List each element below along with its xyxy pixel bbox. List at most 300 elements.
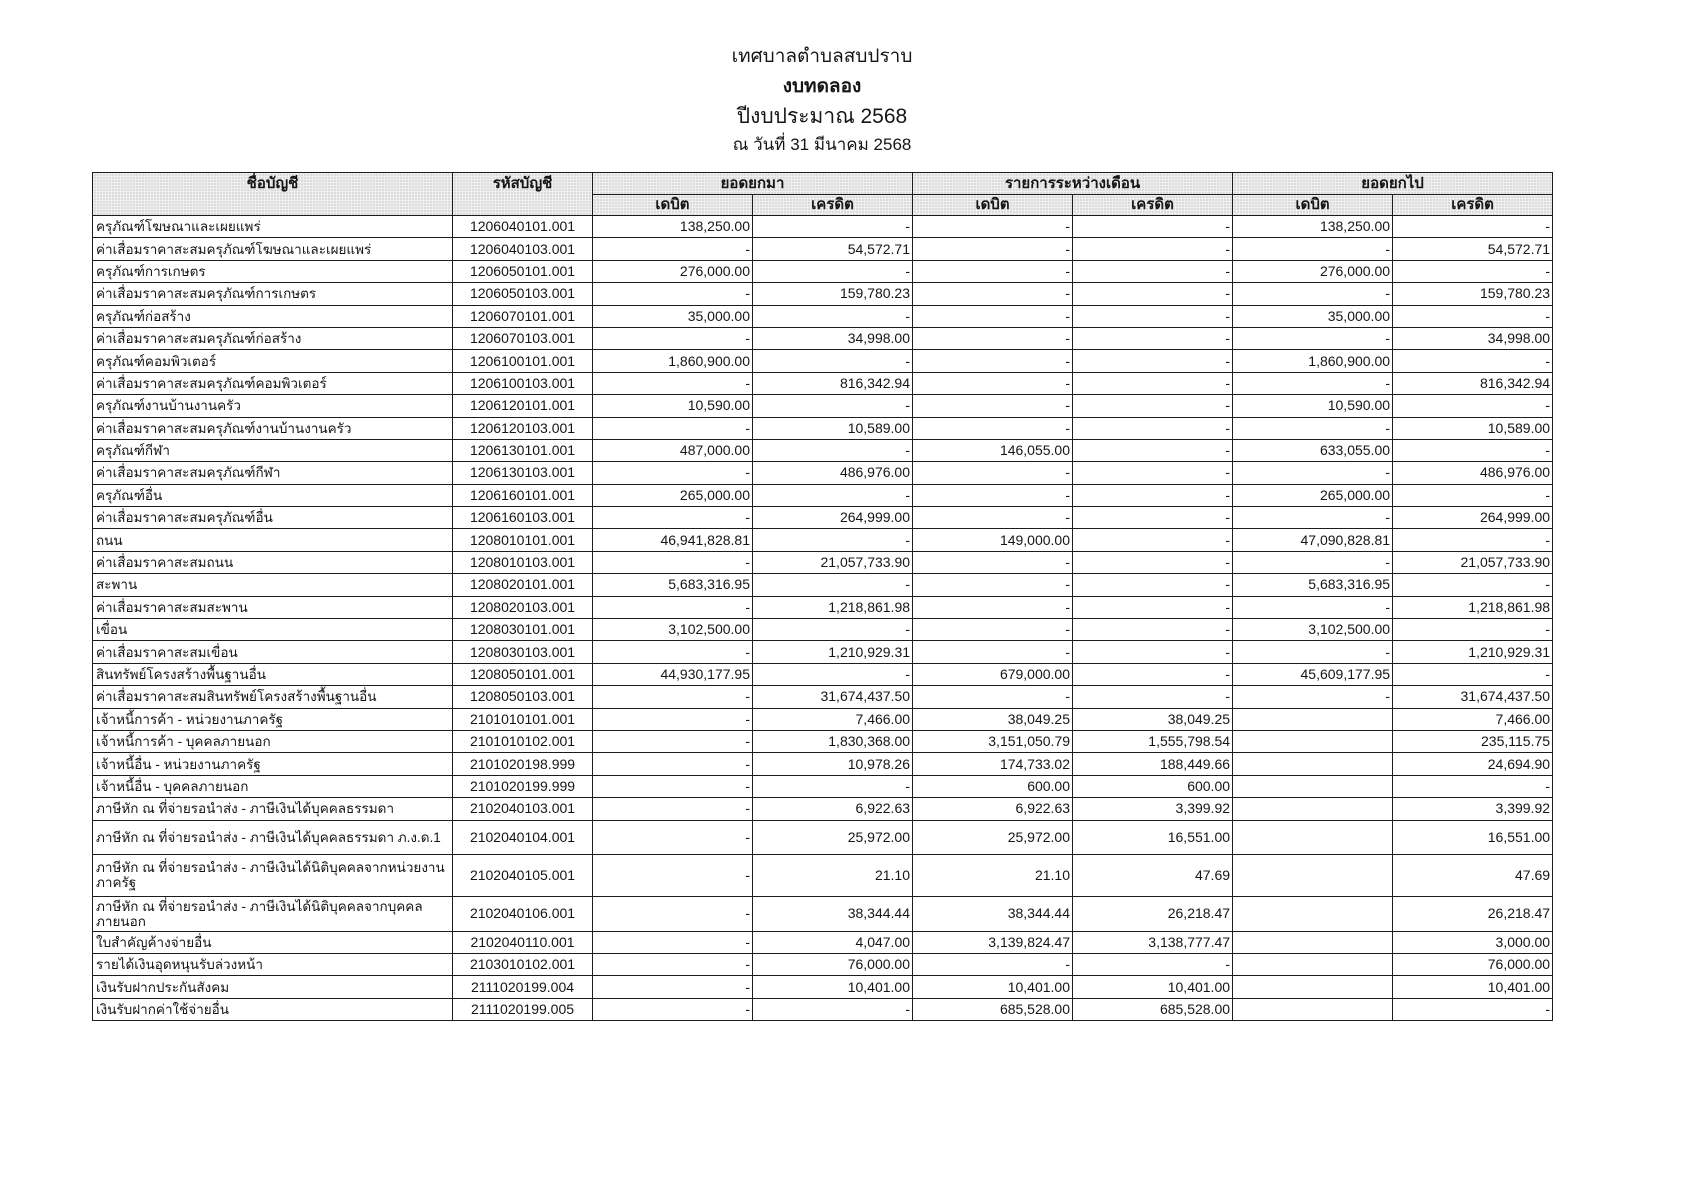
period-debit: 149,000.00 [913, 529, 1073, 551]
period-debit: 25,972.00 [913, 820, 1073, 854]
period-debit: 6,922.63 [913, 798, 1073, 820]
account-code: 2101020198.999 [453, 753, 593, 775]
opening-credit: 10,589.00 [753, 417, 913, 439]
opening-debit: - [593, 798, 753, 820]
table-row [93, 395, 1553, 417]
account-code: 1206050103.001 [453, 283, 593, 305]
period-debit: - [913, 551, 1073, 573]
closing-credit: - [1393, 216, 1553, 238]
period-credit: - [1073, 327, 1233, 349]
closing-credit: 264,999.00 [1393, 507, 1553, 529]
closing-debit: 633,055.00 [1233, 439, 1393, 461]
opening-debit: - [593, 641, 753, 663]
closing-debit: 35,000.00 [1233, 305, 1393, 327]
period-credit: - [1073, 462, 1233, 484]
account-code: 2102040110.001 [453, 931, 593, 953]
closing-debit: - [1233, 641, 1393, 663]
account-name: ค่าเสื่อมราคาสะสมครุภัณฑ์โฆษณาและเผยแพร่ [93, 238, 453, 260]
account-name: ครุภัณฑ์กีฬา [93, 439, 453, 461]
closing-credit: - [1393, 260, 1553, 282]
table-row [93, 953, 1553, 975]
period-credit: - [1073, 551, 1233, 573]
opening-debit: 265,000.00 [593, 484, 753, 506]
account-name: ค่าเสื่อมราคาสะสมครุภัณฑ์ก่อสร้าง [93, 327, 453, 349]
period-credit: - [1073, 596, 1233, 618]
opening-debit: - [593, 327, 753, 349]
account-name: เจ้าหนี้การค้า - หน่วยงานภาครัฐ [93, 708, 453, 730]
as-of-date: ณ วันที่ 31 มีนาคม 2568 [732, 135, 912, 154]
account-name: ค่าเสื่อมราคาสะสมครุภัณฑ์การเกษตร [93, 283, 453, 305]
fiscal-year: ปีงบประมาณ 2568 [736, 105, 908, 128]
closing-debit: 10,590.00 [1233, 395, 1393, 417]
account-name: เงินรับฝากค่าใช้จ่ายอื่น [93, 998, 453, 1020]
opening-debit: - [593, 551, 753, 573]
header-opening-credit: เครดิต [753, 195, 913, 216]
account-name: ค่าเสื่อมราคาสะสมเขื่อน [93, 641, 453, 663]
period-credit: - [1073, 507, 1233, 529]
period-debit: - [913, 216, 1073, 238]
closing-debit: - [1233, 551, 1393, 573]
closing-credit: 21,057,733.90 [1393, 551, 1553, 573]
account-name: ครุภัณฑ์การเกษตร [93, 260, 453, 282]
closing-debit: - [1233, 327, 1393, 349]
closing-credit: 26,218.47 [1393, 896, 1553, 931]
closing-debit: - [1233, 238, 1393, 260]
closing-debit: - [1233, 417, 1393, 439]
opening-credit: 264,999.00 [753, 507, 913, 529]
table-row [93, 998, 1553, 1020]
opening-debit: - [593, 238, 753, 260]
period-debit: - [913, 417, 1073, 439]
period-debit: - [913, 283, 1073, 305]
period-debit: - [913, 574, 1073, 596]
table-row [93, 931, 1553, 953]
period-credit: - [1073, 305, 1233, 327]
period-debit: 685,528.00 [913, 998, 1073, 1020]
period-debit: - [913, 327, 1073, 349]
closing-debit: - [1233, 283, 1393, 305]
table-body [93, 216, 1553, 1021]
closing-credit: 24,694.90 [1393, 753, 1553, 775]
closing-debit [1233, 775, 1393, 797]
opening-debit: 138,250.00 [593, 216, 753, 238]
table-row [93, 529, 1553, 551]
opening-debit: 487,000.00 [593, 439, 753, 461]
closing-credit: 3,399.92 [1393, 798, 1553, 820]
account-name: ครุภัณฑ์โฆษณาและเผยแพร่ [93, 216, 453, 238]
closing-credit: 31,674,437.50 [1393, 686, 1553, 708]
account-code: 1206130103.001 [453, 462, 593, 484]
table-row [93, 260, 1553, 282]
period-credit: - [1073, 574, 1233, 596]
period-debit: - [913, 507, 1073, 529]
opening-debit: 1,860,900.00 [593, 350, 753, 372]
closing-debit [1233, 798, 1393, 820]
period-credit: - [1073, 260, 1233, 282]
closing-credit: 159,780.23 [1393, 283, 1553, 305]
period-debit: - [913, 686, 1073, 708]
opening-debit: 35,000.00 [593, 305, 753, 327]
closing-credit: - [1393, 574, 1553, 596]
closing-debit: - [1233, 686, 1393, 708]
period-debit: - [913, 372, 1073, 394]
opening-credit: 1,830,368.00 [753, 730, 913, 752]
account-code: 2111020199.005 [453, 998, 593, 1020]
account-code: 1208020103.001 [453, 596, 593, 618]
account-code: 1208020101.001 [453, 574, 593, 596]
account-code: 1208050103.001 [453, 686, 593, 708]
table-row [93, 596, 1553, 618]
account-code: 1208010101.001 [453, 529, 593, 551]
opening-credit: 486,976.00 [753, 462, 913, 484]
opening-debit: - [593, 931, 753, 953]
opening-credit: 21.10 [753, 854, 913, 896]
opening-credit: 4,047.00 [753, 931, 913, 953]
closing-debit [1233, 820, 1393, 854]
closing-credit: - [1393, 439, 1553, 461]
opening-debit: - [593, 372, 753, 394]
opening-debit: - [593, 953, 753, 975]
closing-credit: 816,342.94 [1393, 372, 1553, 394]
closing-credit: 76,000.00 [1393, 953, 1553, 975]
account-code: 1208030103.001 [453, 641, 593, 663]
closing-credit: - [1393, 663, 1553, 685]
account-code: 2101010101.001 [453, 708, 593, 730]
opening-debit: - [593, 753, 753, 775]
period-debit: - [913, 462, 1073, 484]
period-credit: 188,449.66 [1073, 753, 1233, 775]
account-code: 2102040104.001 [453, 820, 593, 854]
header-account-name: ชื่อบัญชี [93, 173, 453, 216]
closing-credit: 54,572.71 [1393, 238, 1553, 260]
closing-debit [1233, 730, 1393, 752]
closing-credit: 7,466.00 [1393, 708, 1553, 730]
account-name: รายได้เงินอุดหนุนรับล่วงหน้า [93, 953, 453, 975]
closing-credit: 3,000.00 [1393, 931, 1553, 953]
account-name: สินทรัพย์โครงสร้างพื้นฐานอื่น [93, 663, 453, 685]
opening-credit: - [753, 574, 913, 596]
opening-credit: 10,401.00 [753, 976, 913, 998]
closing-debit: 265,000.00 [1233, 484, 1393, 506]
table-row [93, 896, 1553, 931]
report-title: งบทดลอง [782, 76, 862, 97]
opening-debit: - [593, 820, 753, 854]
closing-credit: - [1393, 350, 1553, 372]
table-row [93, 663, 1553, 685]
table-header [93, 173, 1553, 216]
period-credit: 38,049.25 [1073, 708, 1233, 730]
opening-credit: - [753, 998, 913, 1020]
account-name: ครุภัณฑ์อื่น [93, 484, 453, 506]
account-name: ครุภัณฑ์งานบ้านงานครัว [93, 395, 453, 417]
opening-credit: 31,674,437.50 [753, 686, 913, 708]
period-credit: 26,218.47 [1073, 896, 1233, 931]
period-credit: - [1073, 439, 1233, 461]
opening-credit: - [753, 529, 913, 551]
period-debit: - [913, 484, 1073, 506]
period-credit: - [1073, 529, 1233, 551]
table-row [93, 507, 1553, 529]
account-code: 1206100103.001 [453, 372, 593, 394]
closing-debit: - [1233, 596, 1393, 618]
period-credit: - [1073, 619, 1233, 641]
period-credit: - [1073, 372, 1233, 394]
closing-debit [1233, 976, 1393, 998]
opening-credit: 21,057,733.90 [753, 551, 913, 573]
table-row [93, 730, 1553, 752]
period-debit: - [913, 641, 1073, 663]
table-row [93, 708, 1553, 730]
table-row [93, 574, 1553, 596]
period-credit: 47.69 [1073, 854, 1233, 896]
opening-debit: - [593, 596, 753, 618]
table-row [93, 350, 1553, 372]
opening-debit: - [593, 462, 753, 484]
opening-debit: 44,930,177.95 [593, 663, 753, 685]
closing-credit: - [1393, 305, 1553, 327]
account-name: เงินรับฝากประกันสังคม [93, 976, 453, 998]
table-row [93, 775, 1553, 797]
table-row [93, 798, 1553, 820]
closing-credit: 47.69 [1393, 854, 1553, 896]
account-code: 2111020199.004 [453, 976, 593, 998]
account-code: 1206070103.001 [453, 327, 593, 349]
opening-credit: 159,780.23 [753, 283, 913, 305]
account-name: ภาษีหัก ณ ที่จ่ายรอนำส่ง - ภาษีเงินได้นิติบุคคลจากหน่วยงานภาครัฐ [93, 854, 453, 896]
closing-debit: 45,609,177.95 [1233, 663, 1393, 685]
closing-debit [1233, 998, 1393, 1020]
closing-debit: 1,860,900.00 [1233, 350, 1393, 372]
table-row [93, 551, 1553, 573]
opening-debit: 3,102,500.00 [593, 619, 753, 641]
closing-debit [1233, 931, 1393, 953]
opening-debit: 10,590.00 [593, 395, 753, 417]
closing-debit: 138,250.00 [1233, 216, 1393, 238]
account-code: 2101020199.999 [453, 775, 593, 797]
period-credit: - [1073, 395, 1233, 417]
account-name: ภาษีหัก ณ ที่จ่ายรอนำส่ง - ภาษีเงินได้นิติบุคคลจากบุคคลภายนอก [93, 896, 453, 931]
opening-credit: 1,210,929.31 [753, 641, 913, 663]
closing-debit: 47,090,828.81 [1233, 529, 1393, 551]
opening-credit: - [753, 305, 913, 327]
closing-credit: - [1393, 998, 1553, 1020]
organization-name: เทศบาลตำบลสบปราบ [731, 46, 913, 67]
period-debit: 3,139,824.47 [913, 931, 1073, 953]
table-row [93, 238, 1553, 260]
opening-debit: - [593, 283, 753, 305]
account-code: 1206120103.001 [453, 417, 593, 439]
period-credit: 1,555,798.54 [1073, 730, 1233, 752]
opening-debit: - [593, 775, 753, 797]
period-credit: - [1073, 283, 1233, 305]
period-debit: - [913, 238, 1073, 260]
opening-credit: - [753, 216, 913, 238]
period-debit: - [913, 305, 1073, 327]
account-name: เขื่อน [93, 619, 453, 641]
trial-balance-table [92, 172, 1553, 1021]
opening-debit: 276,000.00 [593, 260, 753, 282]
opening-debit: - [593, 686, 753, 708]
table-row [93, 641, 1553, 663]
period-credit: - [1073, 216, 1233, 238]
closing-credit: 34,998.00 [1393, 327, 1553, 349]
period-credit: - [1073, 641, 1233, 663]
opening-credit: - [753, 350, 913, 372]
period-debit: 679,000.00 [913, 663, 1073, 685]
closing-credit: 10,401.00 [1393, 976, 1553, 998]
account-code: 1206100101.001 [453, 350, 593, 372]
account-code: 2102040106.001 [453, 896, 593, 931]
account-code: 1208030101.001 [453, 619, 593, 641]
table-row [93, 462, 1553, 484]
opening-credit: 54,572.71 [753, 238, 913, 260]
closing-credit: - [1393, 619, 1553, 641]
opening-debit: - [593, 507, 753, 529]
period-credit: 3,399.92 [1073, 798, 1233, 820]
opening-credit: - [753, 260, 913, 282]
header-closing-debit: เดบิต [1233, 195, 1393, 216]
account-code: 1206070101.001 [453, 305, 593, 327]
table-row [93, 216, 1553, 238]
opening-debit: 5,683,316.95 [593, 574, 753, 596]
closing-credit: 16,551.00 [1393, 820, 1553, 854]
period-credit: - [1073, 686, 1233, 708]
table-row [93, 283, 1553, 305]
closing-credit: - [1393, 484, 1553, 506]
period-debit: - [913, 350, 1073, 372]
account-code: 1206160103.001 [453, 507, 593, 529]
period-debit: - [913, 619, 1073, 641]
table-row [93, 439, 1553, 461]
closing-credit: 486,976.00 [1393, 462, 1553, 484]
account-name: ครุภัณฑ์ก่อสร้าง [93, 305, 453, 327]
opening-debit: - [593, 998, 753, 1020]
account-code: 2101010102.001 [453, 730, 593, 752]
opening-credit: - [753, 395, 913, 417]
period-debit: - [913, 395, 1073, 417]
table-row [93, 305, 1553, 327]
table-row [93, 619, 1553, 641]
account-code: 1206130101.001 [453, 439, 593, 461]
closing-credit: - [1393, 529, 1553, 551]
account-code: 1206050101.001 [453, 260, 593, 282]
closing-debit: - [1233, 507, 1393, 529]
account-name: ค่าเสื่อมราคาสะสมถนน [93, 551, 453, 573]
account-name: เจ้าหนี้อื่น - หน่วยงานภาครัฐ [93, 753, 453, 775]
closing-debit [1233, 896, 1393, 931]
period-debit: - [913, 953, 1073, 975]
period-debit: 3,151,050.79 [913, 730, 1073, 752]
period-credit: 600.00 [1073, 775, 1233, 797]
document-header [92, 42, 1552, 158]
closing-debit: - [1233, 372, 1393, 394]
account-code: 1206040101.001 [453, 216, 593, 238]
account-code: 2103010102.001 [453, 953, 593, 975]
opening-credit: 76,000.00 [753, 953, 913, 975]
account-name: ครุภัณฑ์คอมพิวเตอร์ [93, 350, 453, 372]
table-row [93, 327, 1553, 349]
account-name: ค่าเสื่อมราคาสะสมครุภัณฑ์คอมพิวเตอร์ [93, 372, 453, 394]
period-debit: 10,401.00 [913, 976, 1073, 998]
opening-credit: 816,342.94 [753, 372, 913, 394]
closing-credit: 235,115.75 [1393, 730, 1553, 752]
account-code: 1206160101.001 [453, 484, 593, 506]
closing-debit: 5,683,316.95 [1233, 574, 1393, 596]
closing-credit: - [1393, 775, 1553, 797]
period-credit: - [1073, 238, 1233, 260]
period-debit: 38,049.25 [913, 708, 1073, 730]
opening-debit: - [593, 976, 753, 998]
period-credit: 3,138,777.47 [1073, 931, 1233, 953]
account-name: ภาษีหัก ณ ที่จ่ายรอนำส่ง - ภาษีเงินได้บุคคลธรรมดา [93, 798, 453, 820]
header-closing-balance: ยอดยกไป [1233, 173, 1553, 195]
opening-credit: 7,466.00 [753, 708, 913, 730]
period-credit: 16,551.00 [1073, 820, 1233, 854]
opening-credit: 10,978.26 [753, 753, 913, 775]
opening-credit: - [753, 439, 913, 461]
account-name: ใบสำคัญค้างจ่ายอื่น [93, 931, 453, 953]
period-credit: - [1073, 350, 1233, 372]
table-row [93, 484, 1553, 506]
period-debit: - [913, 596, 1073, 618]
account-code: 1208010103.001 [453, 551, 593, 573]
account-name: ค่าเสื่อมราคาสะสมสินทรัพย์โครงสร้างพื้นฐานอื่น [93, 686, 453, 708]
period-credit: 10,401.00 [1073, 976, 1233, 998]
opening-credit: 34,998.00 [753, 327, 913, 349]
opening-debit: - [593, 896, 753, 931]
opening-credit: - [753, 775, 913, 797]
account-name: เจ้าหนี้อื่น - บุคคลภายนอก [93, 775, 453, 797]
account-code: 1206120101.001 [453, 395, 593, 417]
period-debit: 600.00 [913, 775, 1073, 797]
period-debit: - [913, 260, 1073, 282]
closing-credit: - [1393, 395, 1553, 417]
table-row [93, 686, 1553, 708]
period-debit: 174,733.02 [913, 753, 1073, 775]
period-credit: - [1073, 663, 1233, 685]
opening-debit: - [593, 730, 753, 752]
opening-credit: 6,922.63 [753, 798, 913, 820]
table-row [93, 417, 1553, 439]
closing-credit: 1,218,861.98 [1393, 596, 1553, 618]
account-name: ถนน [93, 529, 453, 551]
closing-debit [1233, 753, 1393, 775]
period-credit: 685,528.00 [1073, 998, 1233, 1020]
table-row [93, 372, 1553, 394]
table-row [93, 976, 1553, 998]
closing-debit [1233, 953, 1393, 975]
period-debit: 21.10 [913, 854, 1073, 896]
closing-credit: 10,589.00 [1393, 417, 1553, 439]
header-opening-debit: เดบิต [593, 195, 753, 216]
header-account-code: รหัสบัญชี [453, 173, 593, 216]
account-name: ภาษีหัก ณ ที่จ่ายรอนำส่ง - ภาษีเงินได้บุคคลธรรมดา ภ.ง.ด.1 [93, 820, 453, 854]
header-opening-balance: ยอดยกมา [593, 173, 913, 195]
opening-credit: - [753, 484, 913, 506]
account-name: ค่าเสื่อมราคาสะสมครุภัณฑ์กีฬา [93, 462, 453, 484]
period-credit: - [1073, 953, 1233, 975]
header-period-transactions: รายการระหว่างเดือน [913, 173, 1233, 195]
table-row [93, 820, 1553, 854]
closing-debit: - [1233, 462, 1393, 484]
period-credit: - [1073, 484, 1233, 506]
closing-debit: 276,000.00 [1233, 260, 1393, 282]
closing-credit: 1,210,929.31 [1393, 641, 1553, 663]
account-code: 2102040103.001 [453, 798, 593, 820]
closing-debit: 3,102,500.00 [1233, 619, 1393, 641]
account-name: ค่าเสื่อมราคาสะสมครุภัณฑ์อื่น [93, 507, 453, 529]
header-period-credit: เครดิต [1073, 195, 1233, 216]
